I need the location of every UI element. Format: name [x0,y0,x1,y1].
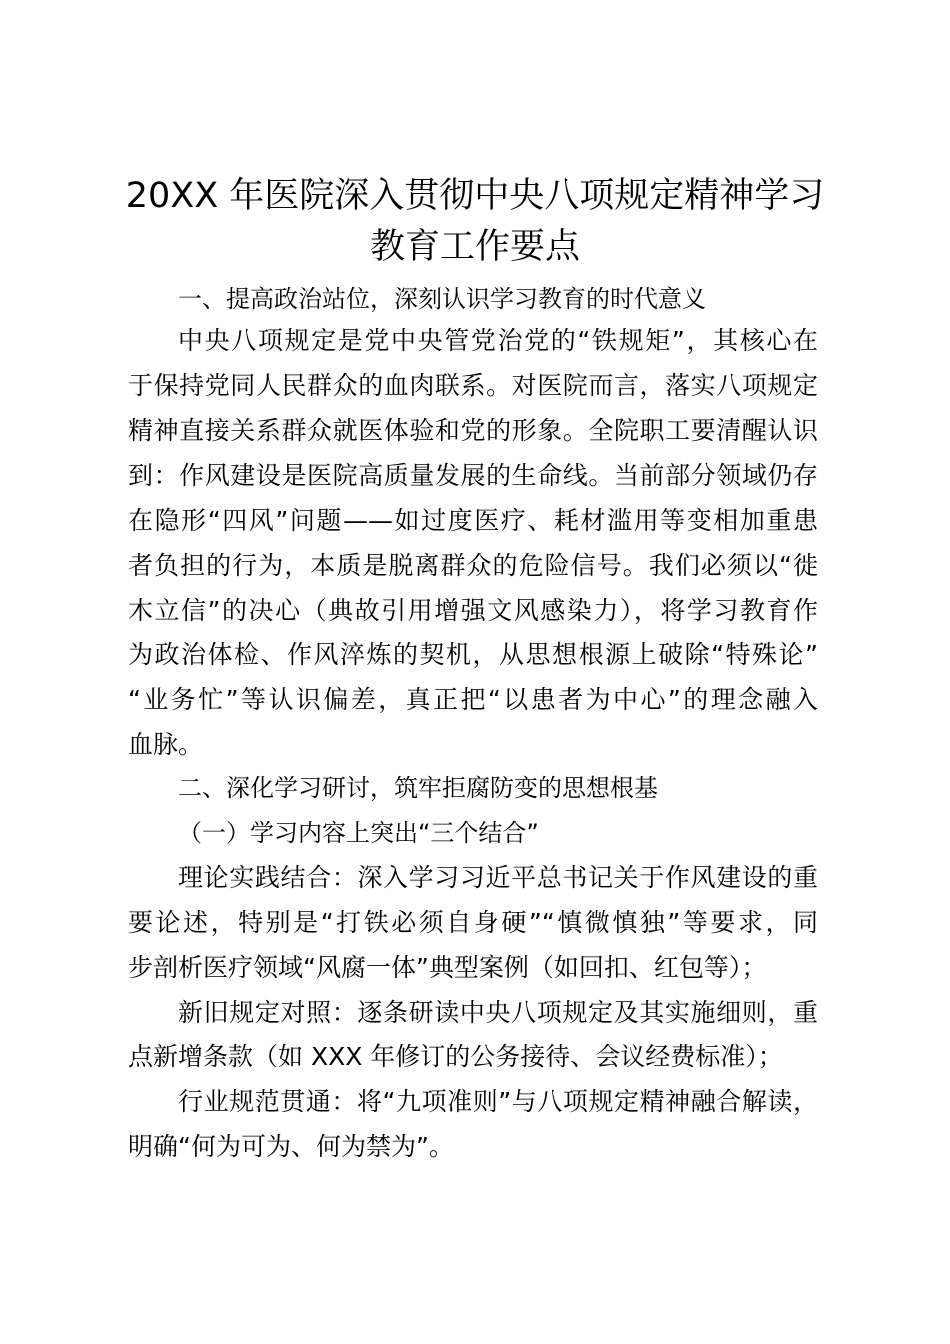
section-1-heading: 一、提高政治站位，深刻认识学习教育的时代意义 [178,285,706,313]
document-title-line-2: 教育工作要点 [369,227,580,267]
paragraph-line: 精神直接关系群众就医体验和党的形象。全院职工要清醒认识 [128,416,818,445]
paragraph-line: “业务忙”等认识偏差，真正把“以患者为中心”的理念融入 [128,685,818,714]
paragraph-line: 中央八项规定是党中央管党治党的“铁规矩”，其核心在 [178,326,818,355]
paragraph-line: 为政治体检、作风淬炼的契机，从思想根源上破除“特殊论” [128,640,818,669]
subsection-1-heading: （一）学习内容上突出“三个结合” [178,819,539,847]
paragraph-line: 到：作风建设是医院高质量发展的生命线。当前部分领域仍存 [128,461,818,490]
paragraph-line: 者负担的行为，本质是脱离群众的危险信号。我们必须以“徙 [128,551,818,580]
document-title-line-1: 20XX 年医院深入贯彻中央八项规定精神学习 [125,176,825,216]
paragraph-line: 行业规范贯通：将“九项准则”与八项规定精神融合解读， [178,1087,818,1116]
paragraph-line: 明确“何为可为、何为禁为”。 [128,1132,454,1161]
paragraph-line: 步剖析医疗领域“风腐一体”典型案例（如回扣、红包等）； [128,953,767,982]
paragraph-line: 在隐形“四风”问题——如过度医疗、耗材滥用等变相加重患 [128,506,818,535]
paragraph-line: 理论实践结合：深入学习习近平总书记关于作风建设的重 [178,863,818,892]
paragraph-line: 要论述，特别是“打铁必须自身硬”“慎微慎独”等要求，同 [128,908,818,937]
paragraph-line: 血脉。 [128,730,204,759]
paragraph-line: 木立信”的决心（典故引用增强文风感染力），将学习教育作 [128,596,818,625]
paragraph-line: 新旧规定对照：逐条研读中央八项规定及其实施细则，重 [178,998,818,1027]
paragraph-line: 点新增条款（如 XXX 年修订的公务接待、会议经费标准）； [128,1042,783,1071]
paragraph-line: 于保持党同人民群众的血肉联系。对医院而言，落实八项规定 [128,371,818,400]
section-2-heading: 二、深化学习研讨，筑牢拒腐防变的思想根基 [178,774,658,802]
